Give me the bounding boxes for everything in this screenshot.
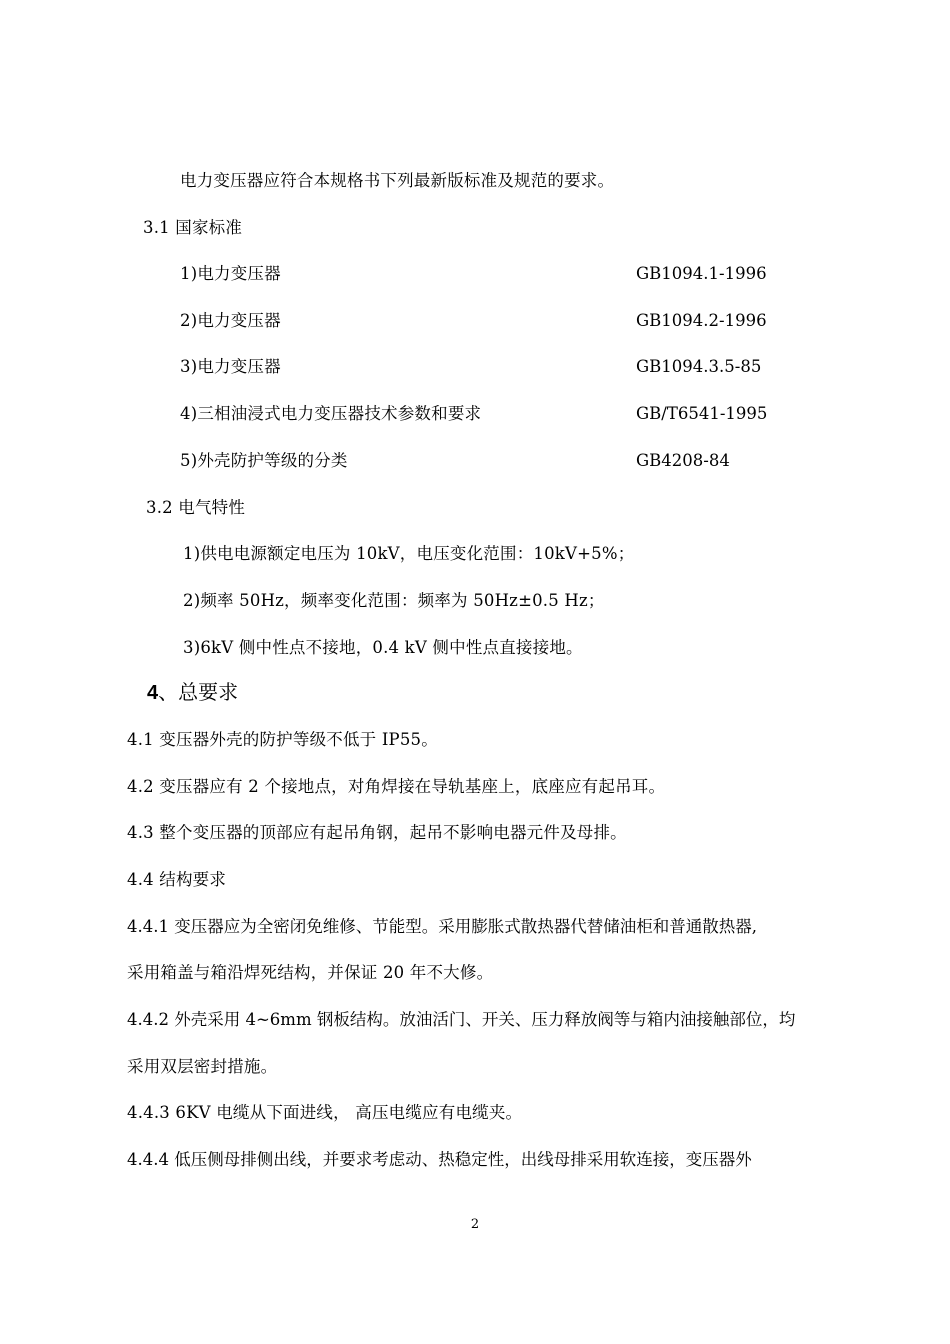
paragraph-4-4-2-line1: 4.4.2 外壳采用 4~6mm 钢板结构。放油活门、开关、压力释放阀等与箱内油接触部位，均 <box>127 1010 796 1029</box>
section-3-1-title: 3.1 国家标准 <box>143 218 243 237</box>
section-4-title: 、总要求 <box>158 680 239 704</box>
standard-item-code: GB1094.3.5-85 <box>636 357 762 376</box>
intro-paragraph: 电力变压器应符合本规格书下列最新版标准及规范的要求。 <box>180 171 615 190</box>
standard-item-code: GB1094.2-1996 <box>636 311 767 330</box>
paragraph-4-1: 4.1 变压器外壳的防护等级不低于 IP55。 <box>127 730 438 749</box>
standard-item-label: 4)三相油浸式电力变压器技术参数和要求 <box>180 404 482 423</box>
paragraph-4-4-1-line1: 4.4.1 变压器应为全密闭免维修、节能型。采用膨胀式散热器代替储油柜和普通散热器, <box>127 917 757 936</box>
section-3-2-title: 3.2 电气特性 <box>146 498 246 517</box>
paragraph-4-3: 4.3 整个变压器的顶部应有起吊角钢，起吊不影响电器元件及母排。 <box>127 823 627 842</box>
electrical-item: 2)频率 50Hz，频率变化范围：频率为 50Hz±0.5 Hz； <box>183 591 605 610</box>
paragraph-4-2: 4.2 变压器应有 2 个接地点，对角焊接在导轨基座上，底座应有起吊耳。 <box>127 777 666 796</box>
page-number: 2 <box>470 1217 480 1232</box>
standard-item-code: GB1094.1-1996 <box>636 264 767 283</box>
electrical-item: 1)供电电源额定电压为 10kV，电压变化范围：10kV+5%； <box>183 544 635 563</box>
standard-item-code: GB4208-84 <box>636 451 730 470</box>
electrical-item: 3)6kV 侧中性点不接地，0.4 kV 侧中性点直接接地。 <box>183 638 583 657</box>
section-4-number: 4 <box>147 682 159 704</box>
standard-item-code: GB/T6541-1995 <box>636 404 768 423</box>
paragraph-4-4-2-line2: 采用双层密封措施。 <box>127 1057 278 1076</box>
standard-item-label: 1)电力变压器 <box>180 264 281 283</box>
paragraph-4-4-4: 4.4.4 低压侧母排侧出线，并要求考虑动、热稳定性，出线母排采用软连接，变压器外 <box>127 1150 752 1169</box>
standard-item-label: 5)外壳防护等级的分类 <box>180 451 348 470</box>
standard-item-label: 3)电力变压器 <box>180 357 281 376</box>
section-4-heading <box>147 679 238 706</box>
paragraph-4-4: 4.4 结构要求 <box>127 870 227 889</box>
standard-item-label: 2)电力变压器 <box>180 311 281 330</box>
paragraph-4-4-3: 4.4.3 6KV 电缆从下面进线， 高压电缆应有电缆夹。 <box>127 1103 523 1122</box>
paragraph-4-4-1-line2: 采用箱盖与箱沿焊死结构，并保证 20 年不大修。 <box>127 963 494 982</box>
